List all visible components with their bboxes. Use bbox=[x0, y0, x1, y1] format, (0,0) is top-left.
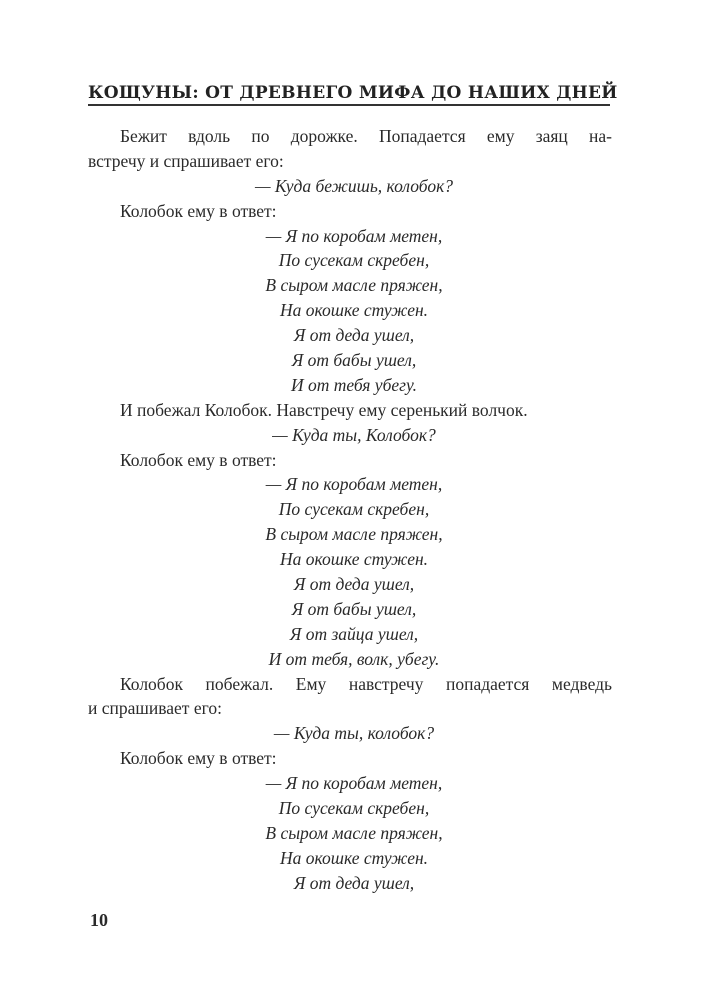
verse-line: В сыром масле пряжен, bbox=[265, 822, 443, 843]
verse-line: Я от деда ушел, bbox=[293, 325, 415, 346]
verse-line: И от тебя убегу. bbox=[290, 374, 418, 395]
verse-line: Я от зайца ушел, bbox=[289, 623, 419, 644]
verse-line: — Я по коробам метен, bbox=[265, 225, 443, 246]
page-number: 10 bbox=[90, 910, 108, 930]
text-line: Колобок ему в ответ: bbox=[120, 748, 277, 769]
verse-line: По сусекам скребен, bbox=[278, 499, 430, 520]
verse-line: И от тебя, волк, убегу. bbox=[268, 648, 440, 669]
verse-line: Я от бабы ушел, bbox=[291, 598, 417, 619]
verse-line: В сыром масле пряжен, bbox=[265, 524, 443, 545]
verse-line: — Куда ты, Колобок? bbox=[272, 424, 436, 445]
verse-line: По сусекам скребен, bbox=[278, 798, 430, 819]
verse-line: На окошке стужен. bbox=[279, 847, 429, 868]
verse-line: — Я по коробам метен, bbox=[265, 773, 443, 794]
text-line: Колобок ему в ответ: bbox=[120, 200, 277, 221]
verse-line: На окошке стужен. bbox=[279, 300, 429, 321]
verse-line: Я от деда ушел, bbox=[293, 574, 415, 595]
verse-line: По сусекам скребен, bbox=[278, 250, 430, 271]
verse-line: На окошке стужен. bbox=[279, 549, 429, 570]
page-body-text bbox=[88, 124, 612, 896]
text-line: И побежал Колобок. Навстречу ему серенький волчок. bbox=[120, 399, 528, 420]
verse-line: В сыром масле пряжен, bbox=[265, 275, 443, 296]
text-line: Колобок побежал. Ему навстречу попадается медведь bbox=[120, 673, 612, 694]
verse-line: — Я по коробам метен, bbox=[265, 474, 443, 495]
running-header: КОЩУНЫ: ОТ ДРЕВНЕГО МИФА ДО НАШИХ ДНЕЙ bbox=[88, 82, 610, 106]
text-line: и спрашивает его: bbox=[88, 698, 222, 719]
verse-line: Я от бабы ушел, bbox=[291, 350, 417, 371]
verse-line: — Куда ты, колобок? bbox=[273, 723, 435, 744]
text-line: встречу и спрашивает его: bbox=[88, 150, 284, 171]
text-line: Колобок ему в ответ: bbox=[120, 449, 277, 470]
verse-line: — Куда бежишь, колобок? bbox=[254, 175, 454, 196]
text-line: Бежит вдоль по дорожке. Попадается ему заяц на- bbox=[120, 126, 612, 146]
verse-line: Я от деда ушел, bbox=[293, 872, 415, 893]
